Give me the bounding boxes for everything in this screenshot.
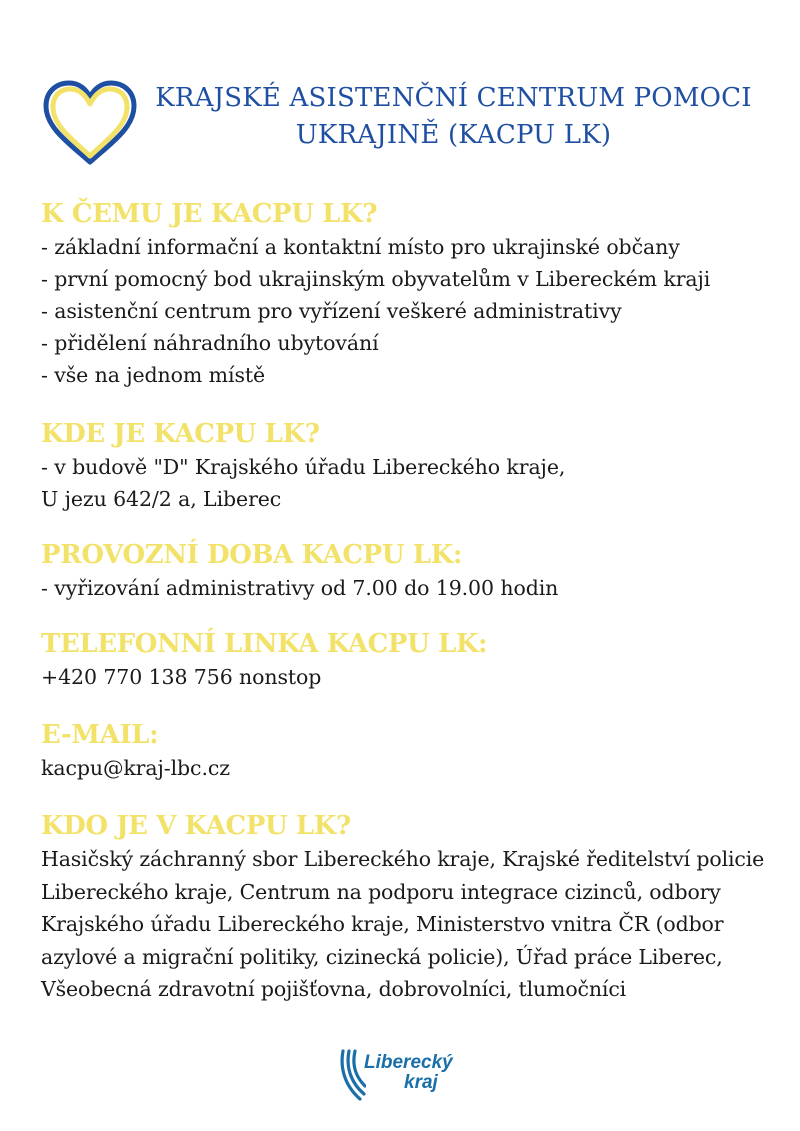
list-item: - přidělení náhradního ubytování	[41, 331, 379, 355]
section-where	[41, 417, 771, 515]
heart-icon	[40, 78, 140, 168]
address-line: U jezu 642/2 a, Liberec	[41, 487, 282, 511]
section-heading: KDO JE V KACPU LK?	[41, 811, 351, 841]
logo-swoosh-icon	[340, 1047, 366, 1103]
section-heading: K ČEMU JE KACPU LK?	[41, 199, 378, 229]
liberecky-kraj-logo	[340, 1047, 470, 1107]
list-item: - první pomocný bod ukrajinským obyvatelům v Libereckém kraji	[41, 267, 711, 291]
list-item: - vše na jednom místě	[41, 363, 266, 387]
hours-line: - vyřizování administrativy od 7.00 do 19.00 hodin	[41, 576, 559, 600]
list-item: - asistenční centrum pro vyřízení veškeré administrativy	[41, 299, 622, 323]
logo-text-line-1: Liberecký	[364, 1052, 453, 1073]
section-who	[41, 809, 771, 1006]
phone-number: +420 770 138 756 nonstop	[41, 665, 322, 689]
email-address: kacpu@kraj-lbc.cz	[41, 756, 230, 780]
page-title	[146, 80, 761, 154]
logo-text-line-2: kraj	[404, 1072, 438, 1093]
header	[36, 70, 776, 180]
section-heading: E-MAIL:	[41, 720, 159, 750]
list-item: - základní informační a kontaktní místo pro ukrajinské občany	[41, 235, 680, 259]
title-line-2: UKRAJINĚ (KACPU LK)	[295, 120, 612, 150]
section-hours	[41, 538, 771, 604]
address-line: - v budově "D" Krajského úřadu Libereckého kraje,	[41, 455, 566, 479]
title-line-1: KRAJSKÉ ASISTENČNÍ CENTRUM POMOCI	[155, 83, 752, 113]
section-email	[41, 718, 771, 784]
section-heading: KDE JE KACPU LK?	[41, 419, 320, 449]
section-heading: PROVOZNÍ DOBA KACPU LK:	[41, 540, 463, 570]
members-paragraph: Hasičský záchranný sbor Libereckého kraje, Krajské ředitelství policie Libereckého kraje, Centrum na podporu integrace cizinců, odbory Krajského úřadu Libereckého kraje, Ministerstvo vnitra ČR (odbor azylové a migrační politiky, cizinecká policie), Úřad práce Liberec, Všeobecná zdravotní pojišťovna, dobrovolníci, tlumočníci	[41, 847, 765, 1001]
section-phone	[41, 627, 771, 693]
section-what	[41, 197, 771, 391]
section-heading: TELEFONNÍ LINKA KACPU LK:	[41, 629, 488, 659]
